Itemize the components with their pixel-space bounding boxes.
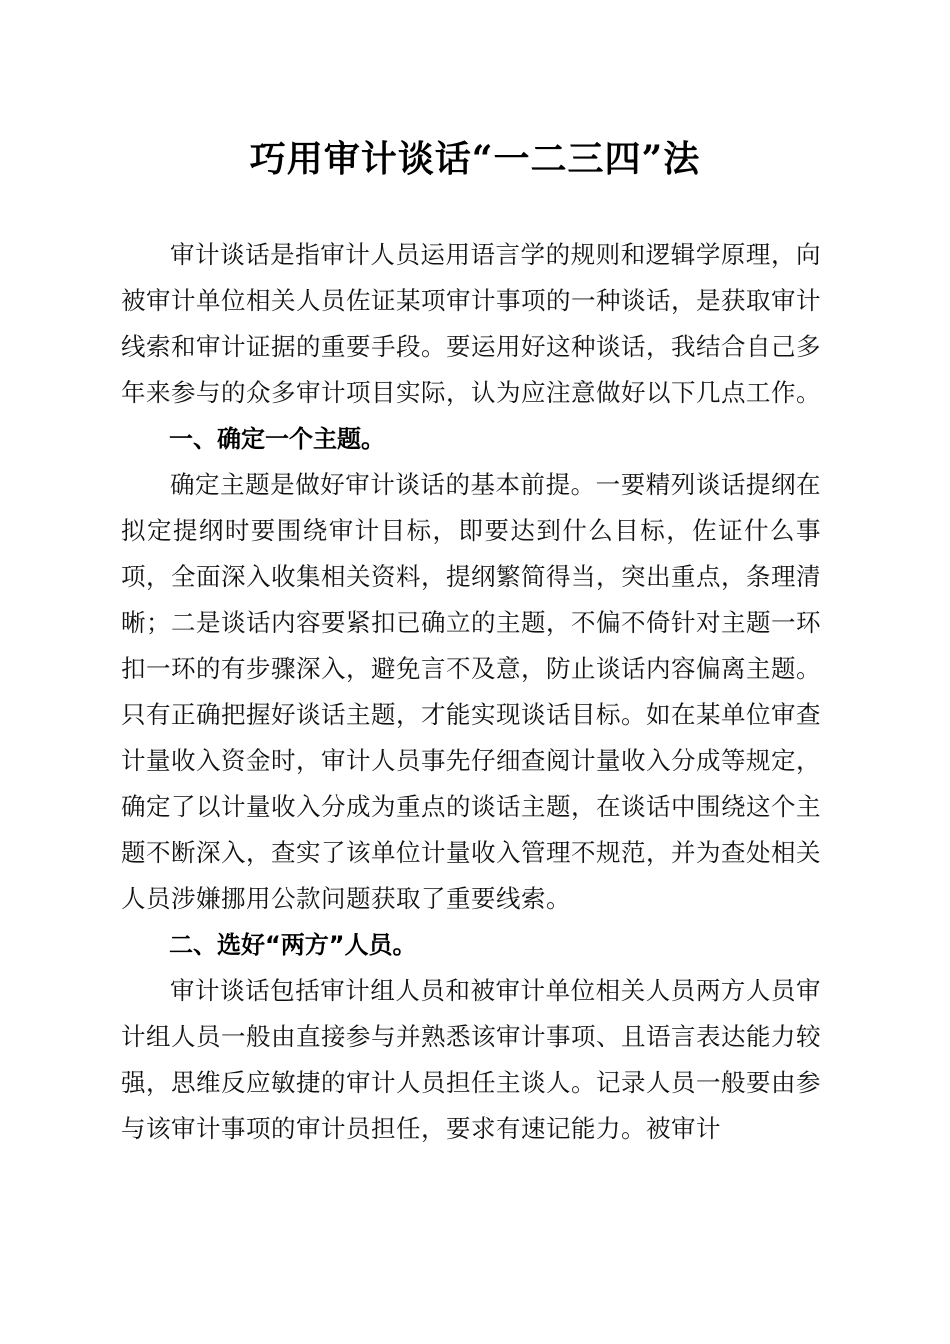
section-2-paragraph: 审计谈话包括审计组人员和被审计单位相关人员两方人员审计组人员一般由直接参与并熟悉该审计事项、且语言表达能力较强，思维反应敏捷的审计人员担任主谈人。记录人员一般要由参与该审计事项的审计员担任，要求有速记能力。被审计 xyxy=(121,976,821,1143)
intro-paragraph: 审计谈话是指审计人员运用语言学的规则和逻辑学原理，向被审计单位相关人员佐证某项审计事项的一种谈话，是获取审计线索和审计证据的重要手段。要运用好这种谈话，我结合自己多年来参与的众多审计项目实际，认为应注意做好以下几点工作。 xyxy=(121,240,821,407)
section-heading-1: 一、确定一个主题。 xyxy=(169,425,385,453)
document-body xyxy=(121,232,821,1152)
section-heading-2: 二、选好“两方”人员。 xyxy=(169,931,417,959)
section-1-paragraph: 确定主题是做好审计谈话的基本前提。一要精列谈话提纲在拟定提纲时要围绕审计目标，即要达到什么目标，佐证什么事项，全面深入收集相关资料，提纲繁简得当，突出重点，条理清晰；二是谈话内容要紧扣已确立的主题，不偏不倚针对主题一环扣一环的有步骤深入，避免言不及意，防止谈话内容偏离主题。只有正确把握好谈话主题，才能实现谈话目标。如在某单位审查计量收入资金时，审计人员事先仔细查阅计量收入分成等规定，确定了以计量收入分成为重点的谈话主题，在谈话中围绕这个主题不断深入，查实了该单位计量收入管理不规范，并为查处相关人员涉嫌挪用公款问题获取了重要线索。 xyxy=(121,470,821,913)
document-title: 巧用审计谈话“一二三四”法 xyxy=(249,138,701,180)
